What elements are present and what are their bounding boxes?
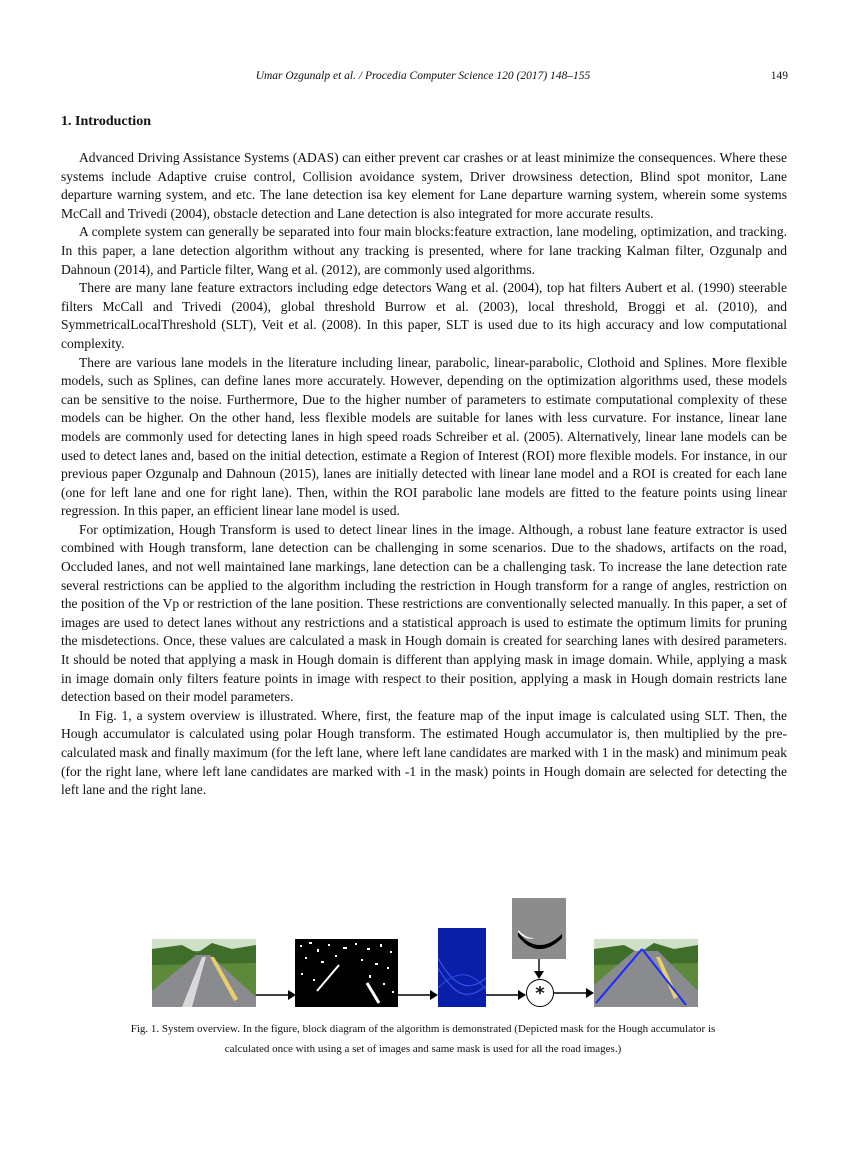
- multiply-operator: *: [526, 979, 554, 1007]
- paragraph: In Fig. 1, a system overview is illustrated. Where, first, the feature map of the input image is calculated using SLT. Then, the Hough accumulator is calculated using polar Hough transform. The estimated Hough accumulator is, then multiplied by the pre-calculated mask and finally maximum (for the left lane, where left lane candidates are marked with 1 in the mask) and minimum peak (for the right lane, where left lane candidates are marked with -1 in the mask) points in Hough domain are selected for detecting the left lane and the right lane.: [61, 707, 787, 798]
- page-number: 149: [770, 70, 788, 82]
- body-text: [61, 149, 787, 800]
- section-title: 1. Introduction: [61, 114, 151, 129]
- hough-mask-image: [512, 898, 566, 959]
- paragraph: There are various lane models in the literature including linear, parabolic, linear-parabolic, Clothoid and Splines. More flexible models, such as Splines, can define lanes more accurately. However, depending on the optimization algorithms used, these models can be sensitive to the noise. Furthermore, Due to the higher number of parameters to estimate computational complexity of these models can be higher. On the other hand, less flexible models are suitable for lanes with less curvature. For instance, linear lane models are commonly used for detecting lanes in high speed roads Schreiber et al. (2005). Alternatively, linear lane models can be used to detect lanes and, based on the initial detection, estimate a Region of Interest (ROI) more flexible models. For instance, in our previous paper Ozgunalp and Dahnoun (2015), lanes are initially detected with linear lane model and a ROI is created for each lane (one for left lane and one for right lane). Then, within the ROI parabolic lane models are fitted to the feature points using linear regression. In this paper, an efficient linear lane model is used.: [61, 354, 787, 519]
- system-overview-figure: [150, 896, 700, 1011]
- caption-line: calculated once with using a set of images and same mask is used for all the road images.): [224, 1043, 622, 1055]
- figure-caption: [80, 1019, 766, 1059]
- feature-map-image: [295, 939, 398, 1007]
- running-header: [0, 70, 846, 88]
- running-title: Umar Ozgunalp et al. / Procedia Computer Science 120 (2017) 148–155: [255, 70, 591, 82]
- input-road-image: [152, 939, 256, 1007]
- paragraph: There are many lane feature extractors including edge detectors Wang et al. (2004), top hat filters Aubert et al. (1990) steerable filters McCall and Trivedi (2004), global threshold Burrow et al. (2003), local threshold, Broggi et al. (2010), and SymmetricalLocalThreshold (SLT), Veit et al. (2008). In this paper, SLT is used due to its high accuracy and low computational complexity.: [61, 280, 787, 351]
- arrow-down-icon: [533, 959, 545, 979]
- paragraph: Advanced Driving Assistance Systems (ADAS) can either prevent car crashes or at least minimize the consequences. Where these systems include Adaptive cruise control, Collision avoidance system, Driver drowsiness detection, Blind spot monitor, Lane departure warning system, and etc. The lane detection isa key element for Lane departure warning system, wherein some systems McCall and Trivedi (2004), obstacle detection and Lane detection is also integrated for more accurate results.: [61, 150, 787, 221]
- arrow-icon: [256, 989, 296, 1001]
- paragraph: For optimization, Hough Transform is used to detect linear lines in the image. Although, a robust lane feature extractor is used combined with Hough transform, lane detection can be challenging in some scenarios. Due to the shadows, artifacts on the road, Occluded lanes, and not well maintained lane markings, lane detection can be a challenging task. To increase the lane detection rate several restrictions can be applied to the algorithm including the restriction in Hough transform for a range of angles, restriction on the position of the Vp or restriction of the lane position. These restrictions are conventionally selected manually. In this paper, a set of images are used to detect lanes without any restrictions and a statistical approach is used to estimate the optimum limits for pruning the misdetections. Once, these values are calculated a mask in Hough domain is created for searching lanes with desired parameters. It should be noted that applying a mask in Hough domain is different than applying mask in image domain. While, applying a mask in image domain only filters feature points in image with respect to their position, applying a mask in Hough domain restricts lane detection based on their model parameters.: [61, 521, 787, 705]
- hough-accumulator-image: [438, 928, 486, 1007]
- paragraph: A complete system can generally be separated into four main blocks:feature extraction, lane modeling, optimization, and tracking. In this paper, a lane detection algorithm without any tracking is presented, where for lane tracking Kalman filter, Ozgunalp and Dahnoun (2014), and Particle filter, Wang et al. (2012), are commonly used algorithms.: [61, 224, 787, 277]
- caption-line: Fig. 1. System overview. In the figure, block diagram of the algorithm is demonstrated (Depicted mask for the Hough accumulator is: [130, 1023, 716, 1035]
- arrow-icon: [398, 989, 438, 1001]
- output-lane-image: [594, 939, 698, 1007]
- arrow-icon: [486, 989, 526, 1001]
- arrow-icon: [554, 987, 594, 999]
